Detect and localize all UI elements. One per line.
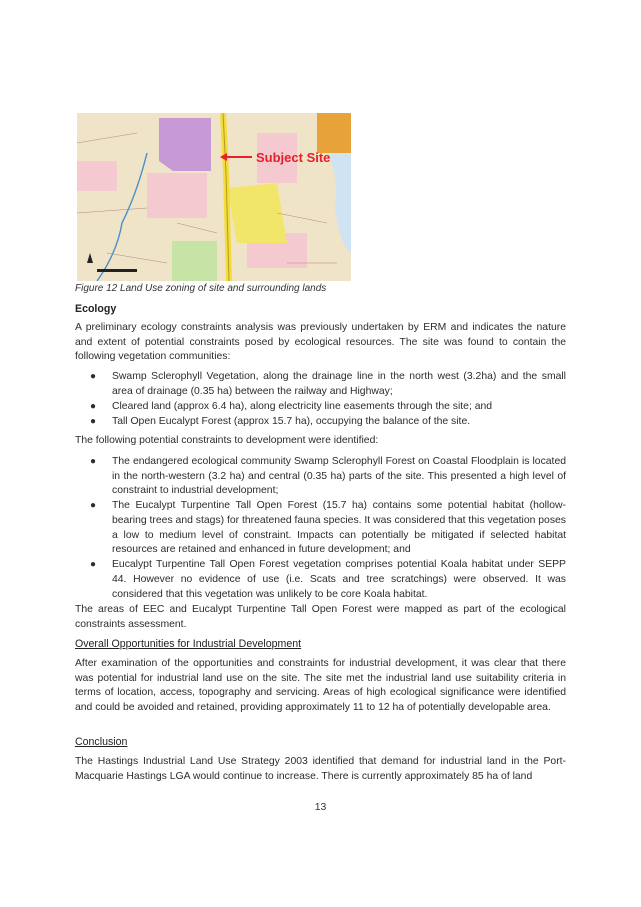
list-item-text: The Eucalypt Turpentine Tall Open Forest (15.7 ha) contains some potential habitat (hollow-bearing trees and stags) for threatened fauna species. It was considered that this vegetation poses a low to medium level of constraint. Impacts can potentially be mitigated if selected habitat resources are retained and enhanced in future development; and [112, 500, 567, 556]
list-item [75, 499, 566, 557]
constraints-list [75, 455, 566, 603]
list-item [75, 558, 566, 602]
conclusion-heading: Conclusion [75, 736, 128, 748]
subject-site-label: Subject Site [256, 150, 331, 165]
list-item [75, 400, 566, 415]
list-item-text: Swamp Sclerophyll Vegetation, along the drainage line in the north west (3.2ha) and the small area of drainage (0.35 ha) between the railway and Highway; [112, 371, 566, 397]
ecology-intro: A preliminary ecology constraints analysis was previously undertaken by ERM and indicates the nature and extent of potential constraints posed by ecological resources. The site was found to contain the following vegetation communities: [75, 322, 566, 363]
list-item-text: Tall Open Eucalypt Forest (approx 15.7 ha), occupying the balance of the site. [112, 415, 471, 427]
land-use-zoning-map [77, 113, 351, 281]
vegetation-communities-list [75, 370, 566, 430]
bullet-icon: ● [90, 456, 97, 467]
bullet-icon: ● [90, 371, 97, 382]
constraints-intro: The following potential constraints to development were identified: [75, 435, 379, 446]
opportunities-text: After examination of the opportunities and constraints for industrial development, it was clear that there was potential for industrial land use on the site. The site met the industrial land use suitability criteria in terms of location, access, topography and servicing. Areas of high ecological significance were identified and could be avoided and retained, providing approximately 11 to 12 ha of potentially developable area. [75, 658, 566, 713]
zone-pink-b [147, 173, 207, 218]
list-item [75, 415, 566, 430]
bullet-icon: ● [90, 500, 97, 512]
opportunities-heading: Overall Opportunities for Industrial Development [75, 638, 302, 650]
zoning-map-graphic [77, 113, 351, 281]
bullet-icon: ● [90, 400, 97, 412]
list-item-text: Eucalypt Turpentine Tall Open Forest vegetation comprises potential Koala habitat under SEPP 44. However no evidence of use (i.e. Scats and tree scratchings) were observed. It was considered that this vegetation was unlikely to be core Koala habitat. [112, 559, 566, 600]
list-item [75, 370, 566, 399]
list-item [75, 455, 566, 499]
bullet-icon: ● [90, 415, 97, 427]
zone-orange [317, 113, 351, 153]
list-item-text: The endangered ecological community Swamp Sclerophyll Forest on Coastal Floodplain is located in the north-western (3.2 ha) and central (0.35 ha) parts of the site. This presented a high level of constraint to industrial development; [112, 456, 566, 497]
figure-caption: Figure 12 Land Use zoning of site and surrounding lands [75, 283, 327, 294]
ecology-closing: The areas of EEC and Eucalypt Turpentine Tall Open Forest were mapped as part of the ecological constraints assessment. [75, 604, 566, 630]
list-item-text: Cleared land (approx 6.4 ha), along electricity line easements through the site; and [112, 400, 493, 412]
zone-pink-a [77, 161, 117, 191]
ecology-heading: Ecology [75, 303, 117, 315]
conclusion-text: The Hastings Industrial Land Use Strategy 2003 identified that demand for industrial land in the Port-Macquarie Hastings LGA would continue to increase. There is currently approximately 85 ha of land [75, 756, 566, 782]
zone-green [172, 241, 217, 281]
page-number: 13 [314, 802, 327, 813]
scale-bar [97, 269, 137, 272]
zone-subject-site [159, 118, 211, 171]
bullet-icon: ● [90, 559, 97, 571]
